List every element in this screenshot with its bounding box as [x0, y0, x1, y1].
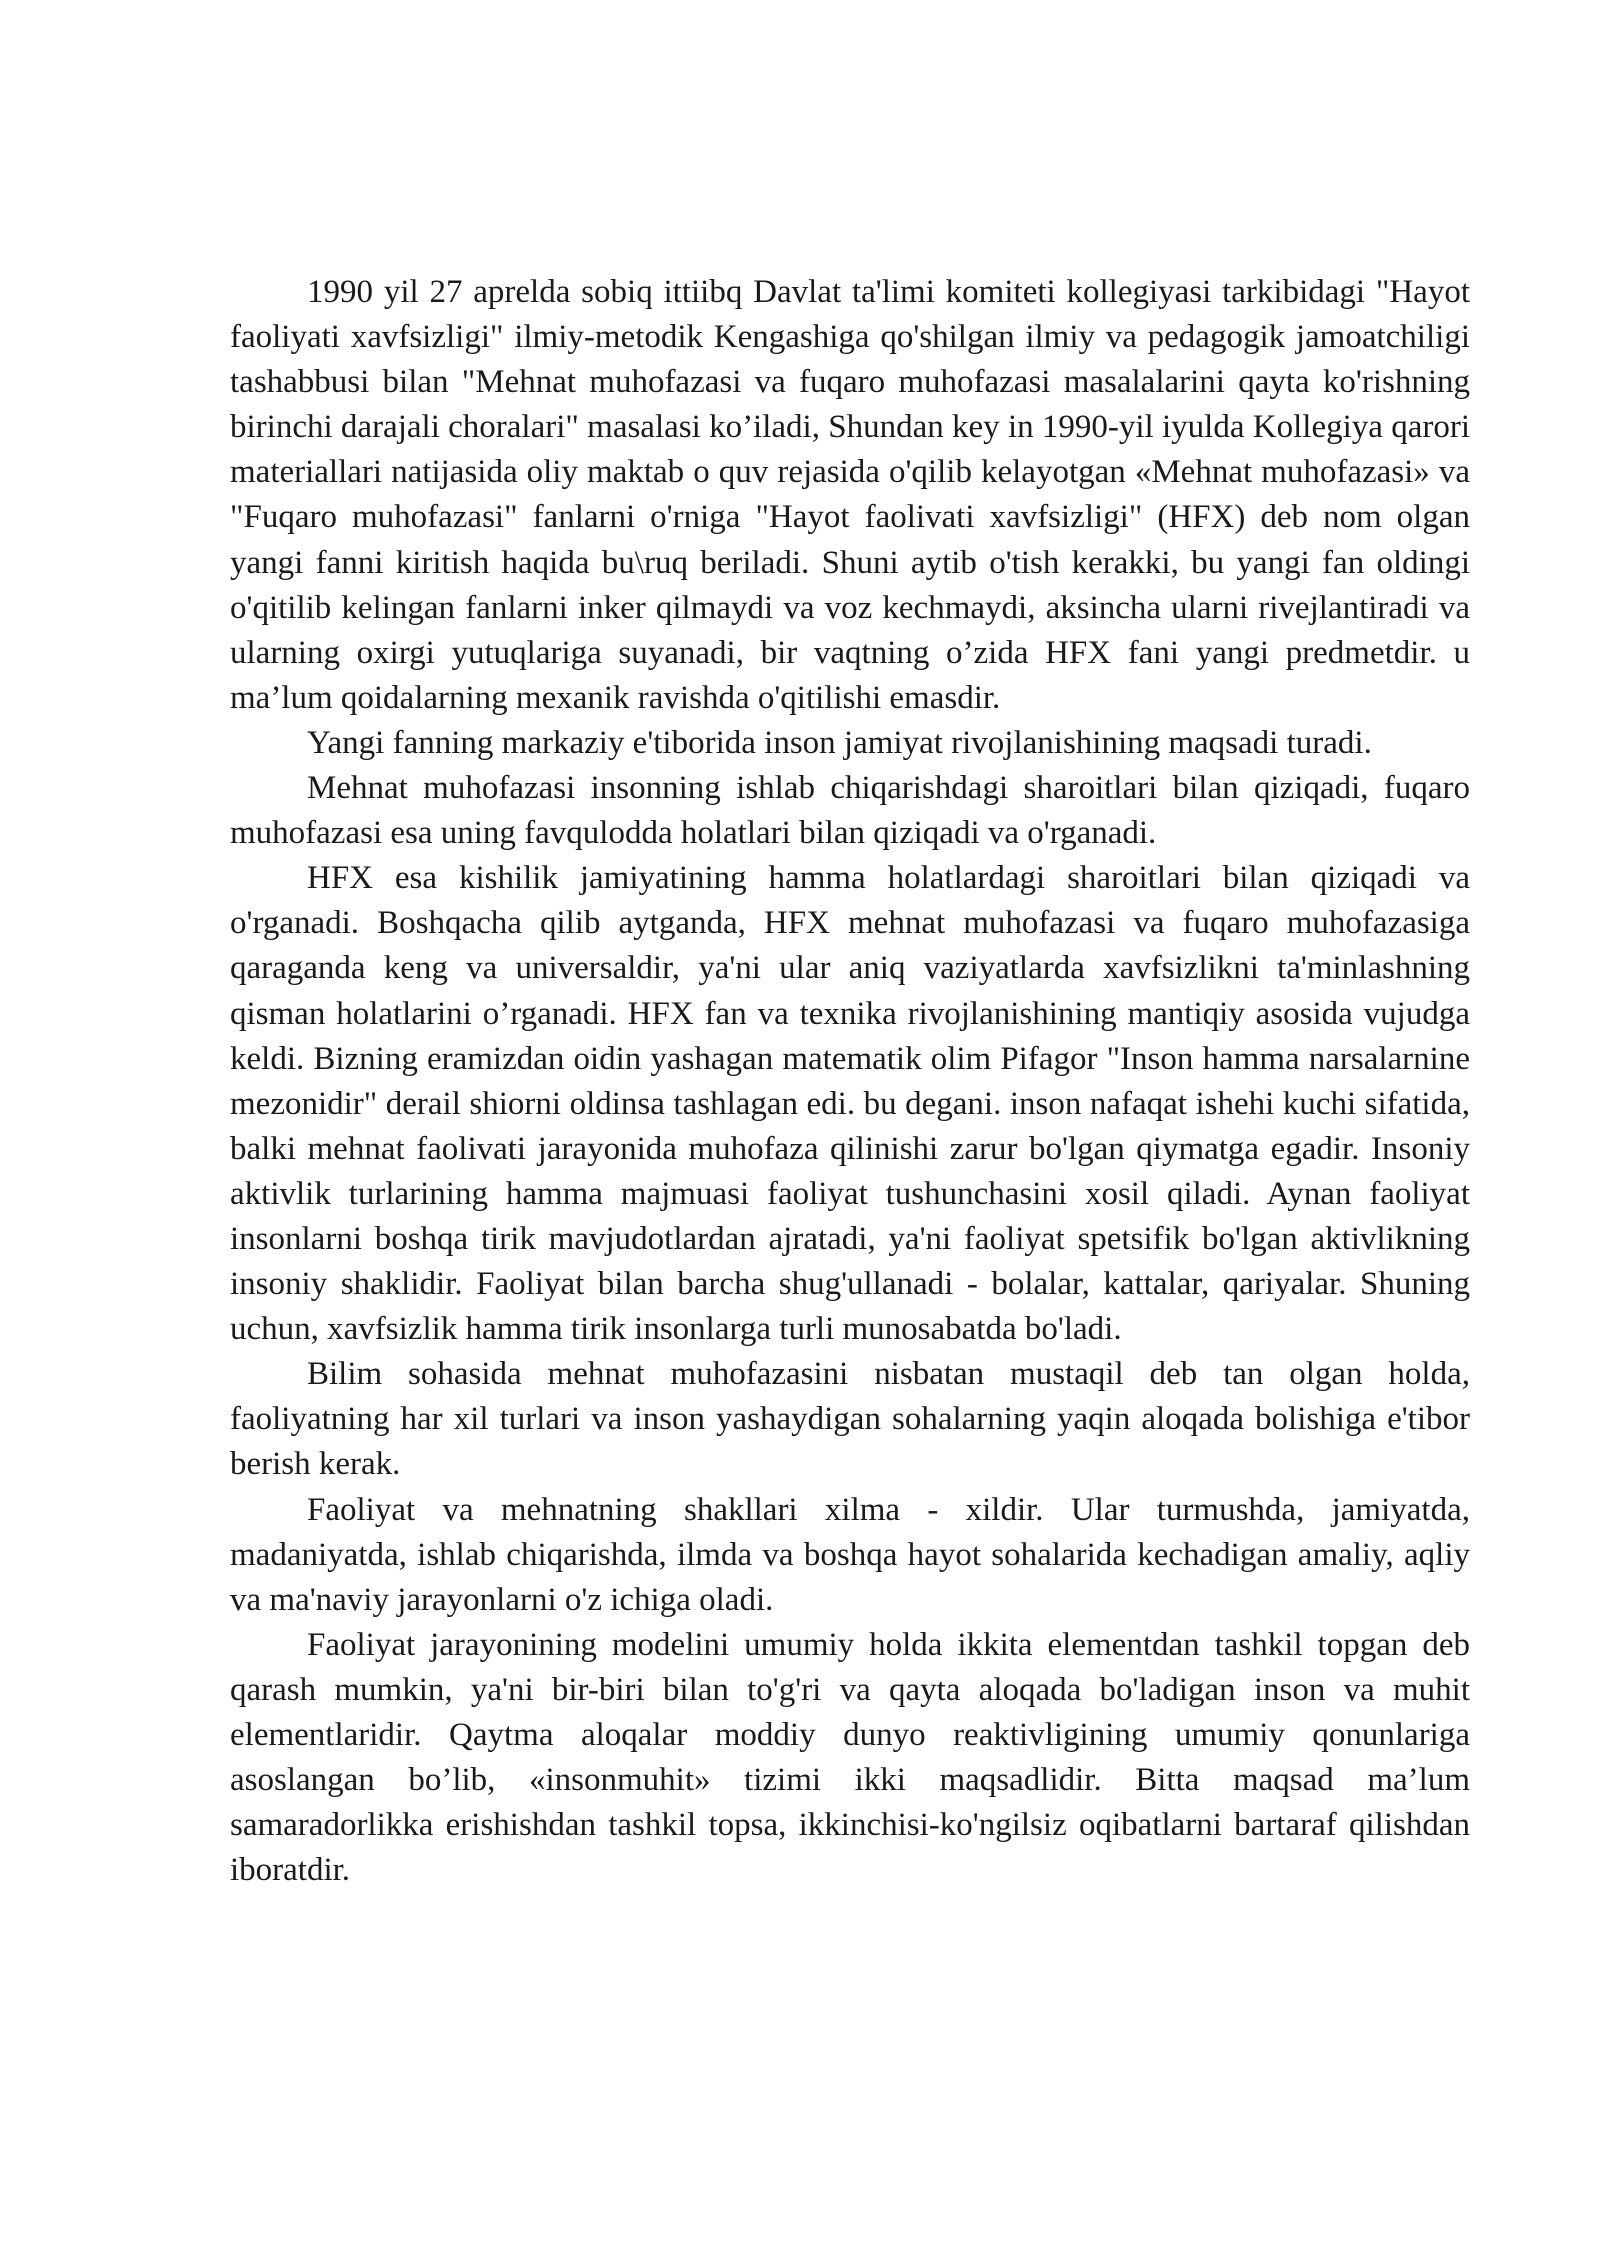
paragraph-7: Faoliyat jarayonining modelini umumiy holda ikkita elementdan tashkil topgan deb qarash mumkin, ya'ni bir-biri bilan to'g'ri va qayta aloqada bo'ladigan inson va muhit elementlaridir. Qaytma aloqalar moddiy dunyo reaktivligining umumiy qonunlariga asoslangan bo’lib, «insonmuhit» tizimi ikki maqsadlidir. Bitta maqsad ma’lum samaradorlikka erishishdan tashkil topsa, ikkinchisi-ko'ngilsiz oqibatlarni bartaraf qilishdan iboratdir.: [230, 1626, 1470, 1889]
paragraph-6: Faoliyat va mehnatning shakllari xilma - xildir. Ular turmushda, jamiyatda, madaniyatda, ishlab chiqarishda, ilmda va boshqa hayot sohalarida kechadigan amaliy, aqliy va ma'naviy jarayonlarni o'z ichiga oladi.: [230, 1491, 1470, 1618]
paragraph-4: HFX esa kishilik jamiyatining hamma holatlardagi sharoitlari bilan qiziqadi va o'rganadi. Boshqacha qilib aytganda, HFX mehnat muhofazasi va fuqaro muhofazasiga qaraganda keng va universaldir, ya'ni ular aniq vaziyatlarda xavfsizlikni ta'minlashning qisman holatlarini o’rganadi. HFX fan va texnika rivojlanishining mantiqiy asosida vujudga keldi. Bizning eramizdan oidin yashagan matematik olim Pifagor "Inson hamma narsalarnine mezonidir" derail shiorni oldinsa tashlagan edi. bu degani. inson nafaqat ishehi kuchi sifatida, balki mehnat faolivati jarayonida muhofaza qilinishi zarur bo'lgan qiymatga egadir. Insoniy aktivlik turlarining hamma majmuasi faoliyat tushunchasini xosil qiladi. Aynan faoliyat insonlarni boshqa tirik mavjudotlardan ajratadi, ya'ni faoliyat spetsifik bo'lgan aktivlikning insoniy shaklidir. Faoliyat bilan barcha shug'ullanadi - bolalar, kattalar, qariyalar. Shuning uchun, xavfsizlik hamma tirik insonlarga turli munosabatda bo'ladi.: [230, 860, 1470, 1348]
paragraph-1: 1990 yil 27 aprelda sobiq ittiibq Davlat ta'limi komiteti kollegiyasi tarkibidagi "Hayot faoliyati xavfsizligi" ilmiy-metodik Kengashiga qo'shilgan ilmiy va pedagogik jamoatchiligi tashabbusi bilan "Mehnat muhofazasi va fuqaro muhofazasi masalalarini qayta ko'rishning birinchi darajali choralari" masalasi ko’iladi, Shundan key in 1990-yil iyulda Kollegiya qarori materiallari natijasida oliy maktab o quv rejasida o'qilib kelayotgan «Mehnat muhofazasi» va "Fuqaro muhofazasi" fanlarni o'rniga "Hayot faolivati xavfsizligi" (HFX) deb nom olgan yangi fanni kiritish haqida bu\ruq beriladi. Shuni aytib o'tish kerakki, bu yangi fan oldingi o'qitilib kelingan fanlarni inker qilmaydi va voz kechmaydi, aksincha ularni rivejlantiradi va ularning oxirgi yutuqlariga suyanadi, bir vaqtning o’zida HFX fani yangi predmetdir. u ma’lum qoidalarning mexanik ravishda o'qitilishi emasdir.: [230, 274, 1470, 716]
paragraph-2: Yangi fanning markaziy e'tiborida inson jamiyat rivojlanishining maqsadi turadi.: [307, 724, 1372, 761]
paragraph-3: Mehnat muhofazasi insonning ishlab chiqarishdagi sharoitlari bilan qiziqadi, fuqaro muhofazasi esa uning favqulodda holatlari bilan qiziqadi va o'rganadi.: [230, 770, 1470, 852]
paragraph-5: Bilim sohasida mehnat muhofazasini nisbatan mustaqil deb tan olgan holda, faoliyatning har xil turlari va inson yashaydigan sohalarning yaqin aloqada bolishiga e'tibor berish kerak.: [230, 1356, 1470, 1483]
body-text: [230, 270, 1470, 1893]
